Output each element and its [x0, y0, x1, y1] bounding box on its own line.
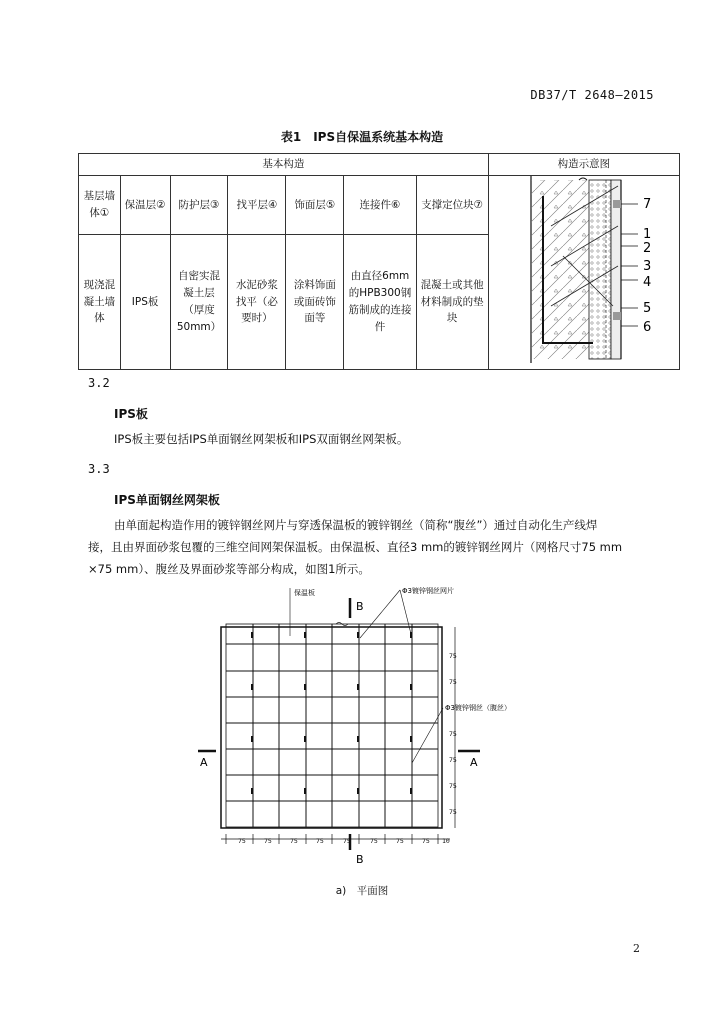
table-cell: 涂料饰面或面砖饰面等	[286, 235, 344, 369]
dim-10: 10	[442, 837, 450, 845]
section-title: IPS单面钢丝网架板	[114, 493, 220, 507]
figure-caption: a) 平面图	[335, 885, 389, 897]
dim-75: 75	[290, 837, 298, 845]
dim-75: 75	[449, 730, 457, 738]
structure-diagram	[493, 176, 674, 363]
col-header: 防护层③	[170, 175, 228, 234]
section-title: IPS板	[114, 407, 148, 421]
label-web-wire: Φ3镀锌钢丝（腹丝）	[445, 704, 511, 712]
table-caption: 表1 IPS自保温系统基本构造	[280, 130, 444, 144]
dim-75: 75	[370, 837, 378, 845]
page-number: 2	[633, 942, 640, 955]
paragraph-line: 接，且由界面砂浆包覆的三维空间网架保温板。由保温板、直径3 mm的镀锌钢丝网片（网格尺寸75 mm	[88, 540, 623, 554]
section-mark-B: B	[356, 600, 364, 613]
section-number: 3.2	[88, 376, 110, 390]
col-header: 找平层④	[228, 175, 286, 234]
dim-75: 75	[422, 837, 430, 845]
diagram-label: 3	[643, 258, 652, 274]
col-header: 支撑定位块⑦	[416, 175, 488, 234]
dim-75: 75	[316, 837, 324, 845]
structure-diagram-cell	[488, 175, 679, 369]
dim-75: 75	[396, 837, 404, 845]
ips-plan-figure	[190, 580, 511, 870]
section-mark-B: B	[356, 853, 364, 866]
diagram-label: 5	[643, 300, 652, 316]
dim-75: 75	[343, 837, 351, 845]
table-cell: 自密实混凝土层（厚度50mm）	[170, 235, 228, 369]
dim-75: 75	[449, 756, 457, 764]
col-header: 连接件⑥	[344, 175, 416, 234]
dim-75: 75	[449, 678, 457, 686]
label-insulation-board: 保温板	[294, 589, 315, 597]
dim-75: 75	[449, 782, 457, 790]
section-mark-A: A	[470, 756, 478, 769]
diagram-label: 6	[643, 319, 652, 335]
col-header: 基层墙体①	[79, 175, 121, 234]
dim-75: 75	[449, 652, 457, 660]
dim-75: 75	[264, 837, 272, 845]
label-wire-mesh: Φ3镀锌钢丝网片	[402, 587, 454, 595]
table-cell: IPS板	[120, 235, 170, 369]
dim-75: 75	[449, 808, 457, 816]
dim-75: 75	[238, 837, 246, 845]
table-cell: 现浇混凝土墙体	[79, 235, 121, 369]
col-header: 饰面层⑤	[286, 175, 344, 234]
table-diagram-header: 构造示意图	[488, 154, 679, 176]
col-header: 保温层②	[120, 175, 170, 234]
paragraph-line: 由单面起构造作用的镀锌钢丝网片与穿透保温板的镀锌钢丝（简称“腹丝”）通过自动化生产线焊	[114, 518, 598, 532]
paragraph-line: ×75 mm）、腹丝及界面砂浆等部分构成，如图1所示。	[88, 562, 370, 576]
table-cell: 混凝土或其他材料制成的垫块	[416, 235, 488, 369]
table-cell: 由直径6mm的HPB300钢筋制成的连接件	[344, 235, 416, 369]
section-number: 3.3	[88, 462, 110, 476]
document-code: DB37/T 2648—2015	[530, 88, 654, 102]
paragraph: IPS板主要包括IPS单面钢丝网架板和IPS双面钢丝网架板。	[114, 432, 409, 446]
ips-structure-table	[78, 153, 680, 370]
table-group-header: 基本构造	[79, 154, 489, 176]
diagram-label: 1	[643, 226, 652, 242]
table-cell: 水泥砂浆找平（必要时）	[228, 235, 286, 369]
diagram-label: 4	[643, 274, 652, 290]
section-mark-A: A	[200, 756, 208, 769]
diagram-label: 2	[643, 240, 652, 256]
diagram-label: 7	[643, 196, 652, 212]
